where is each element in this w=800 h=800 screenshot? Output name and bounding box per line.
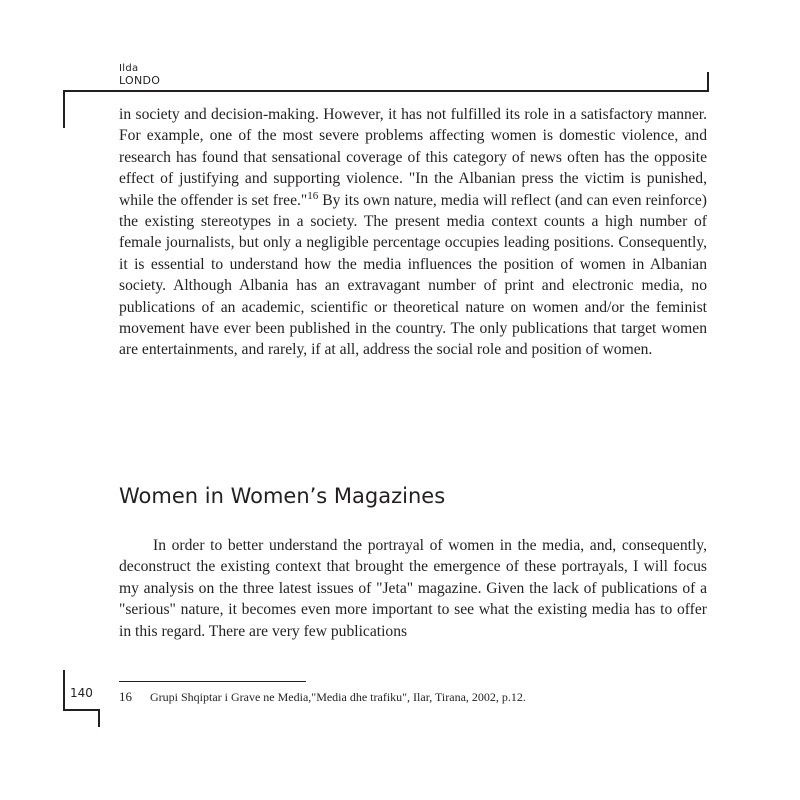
footnote-number: 16	[119, 689, 132, 704]
paragraph-text-after-note: By its own nature, media will reflect (and can even reinforce) the existing stereotypes in a society. The present media context counts a high number of female journalists, but only a negligible percentage occupies leading positions. Consequently, it is essential to understand how the media influences the position of women in Albanian society. Although Albania has an extravagant number of print and electronic media, no publications of an academic, scientific or theoretical nature on women and/or the feminist movement have ever been published in the country. The only publications that target women are entertainments, and rarely, if at all, address the social role and position of women.	[119, 191, 707, 359]
footer-rule-horizontal	[63, 709, 100, 711]
footnote	[119, 689, 526, 705]
author-last-name: LONDO	[119, 74, 161, 87]
author-first-name: Ilda	[119, 63, 139, 74]
paragraph-text-before-note: in society and decision-making. However, it has not fulfilled its role in a satisfactory manner. For example, one of the most severe problems affecting women is domestic violence, and research has found that sensational coverage of this category of news often has the opposite effect of justifying and supporting violence. "In the Albanian press the victim is punished, while the offender is set free."	[119, 106, 707, 209]
footnote-reference: 16	[307, 189, 319, 202]
footer-rule-left-tick	[63, 670, 65, 710]
footnote-text: Grupi Shqiptar i Grave ne Media,"Media dhe trafiku", Ilar, Tirana, 2002, p.12.	[150, 690, 526, 704]
body-paragraph-1	[119, 104, 707, 361]
header-rule-horizontal	[63, 90, 709, 92]
page-number: 140	[70, 686, 93, 700]
header-rule-left-tick	[63, 90, 65, 128]
header-rule-right-tick	[707, 72, 709, 92]
footnote-separator	[119, 681, 306, 682]
running-head	[119, 63, 160, 87]
footer-rule-right-tick	[98, 709, 100, 727]
section-heading: Women in Women’s Magazines	[119, 484, 446, 508]
body-paragraph-2: In order to better understand the portrayal of women in the media, and, consequently, deconstruct the existing context that brought the emergence of these portrayals, I will focus my analysis on the three latest issues of "Jeta" magazine. Given the lack of publications of a "serious" nature, it becomes even more important to see what the existing media has to offer in this regard. There are very few publications	[119, 537, 707, 640]
